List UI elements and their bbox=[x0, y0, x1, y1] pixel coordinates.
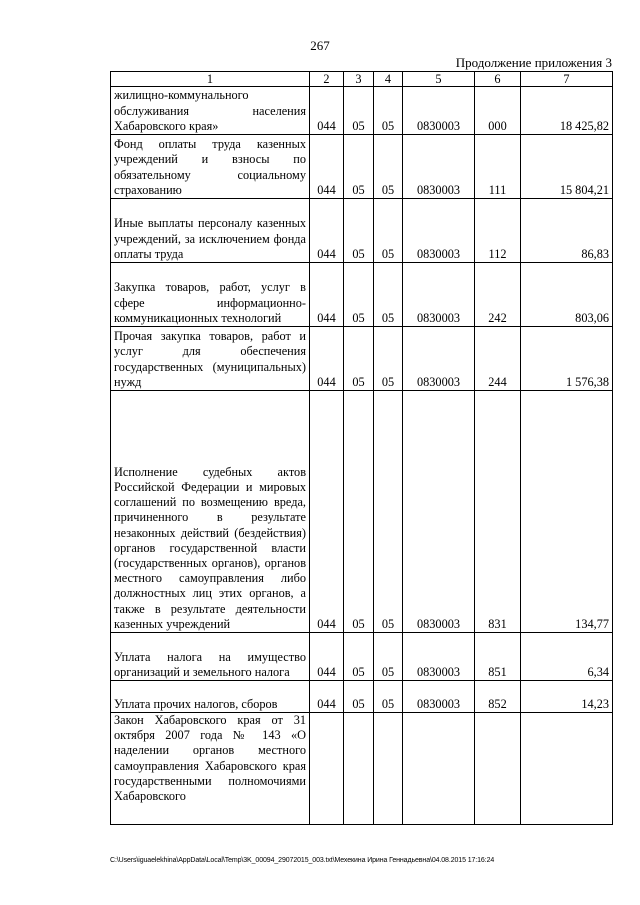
file-path-footer: C:\Users\iguaelekhina\AppData\Local\Temp\3K_00094_29072015_003.txt\Мехекина Ирина Геннадьевна\04.08.2015 17:16:24 bbox=[110, 857, 495, 864]
cell-col6: 831 bbox=[475, 391, 521, 633]
cell-col2: 044 bbox=[310, 391, 344, 633]
row-description: Закон Хабаровского края от 31 октября 2007 года № 143 «О наделении органов местного самоуправления Хабаровского края государственными полномочиями Хабаровского bbox=[111, 713, 310, 825]
cell-col6: 000 bbox=[475, 87, 521, 135]
table-row bbox=[111, 135, 613, 199]
row-description: Уплата прочих налогов, сборов bbox=[111, 681, 310, 713]
column-header: 1 bbox=[111, 72, 310, 87]
cell-col5: 0830003 bbox=[403, 263, 475, 327]
column-header: 2 bbox=[310, 72, 344, 87]
cell-col5 bbox=[403, 713, 475, 825]
cell-col4: 05 bbox=[374, 87, 403, 135]
page-number: 267 bbox=[310, 38, 330, 53]
table-row bbox=[111, 199, 613, 263]
cell-col4: 05 bbox=[374, 681, 403, 713]
table-row bbox=[111, 391, 613, 633]
cell-col4: 05 bbox=[374, 135, 403, 199]
cell-col3: 05 bbox=[344, 633, 374, 681]
row-description: Фонд оплаты труда казенных учреждений и взносы по обязательному социальному страхованию bbox=[111, 135, 310, 199]
cell-col5: 0830003 bbox=[403, 633, 475, 681]
row-description: жилищно-коммунального обслуживания населения Хабаровского края» bbox=[111, 87, 310, 135]
cell-col3: 05 bbox=[344, 681, 374, 713]
cell-col5: 0830003 bbox=[403, 87, 475, 135]
cell-col4: 05 bbox=[374, 199, 403, 263]
cell-col2: 044 bbox=[310, 681, 344, 713]
cell-amount: 18 425,82 bbox=[521, 87, 613, 135]
cell-amount: 1 576,38 bbox=[521, 327, 613, 391]
cell-amount: 134,77 bbox=[521, 391, 613, 633]
cell-amount: 14,23 bbox=[521, 681, 613, 713]
cell-col3: 05 bbox=[344, 135, 374, 199]
cell-col5: 0830003 bbox=[403, 391, 475, 633]
row-description: Иные выплаты персоналу казенных учреждений, за исключением фонда оплаты труда bbox=[111, 199, 310, 263]
cell-amount: 86,83 bbox=[521, 199, 613, 263]
cell-col2: 044 bbox=[310, 199, 344, 263]
cell-col5: 0830003 bbox=[403, 327, 475, 391]
row-description: Исполнение судебных актов Российской Федерации и мировых соглашений по возмещению вреда, причиненного в результате незаконных действий (бездействия) органов государственной власти (государственных органов), органов местного самоуправления либо должностных лиц этих органов, а также в результате деятельности казенных учреждений bbox=[111, 391, 310, 633]
table-row bbox=[111, 633, 613, 681]
cell-col2: 044 bbox=[310, 327, 344, 391]
cell-col5: 0830003 bbox=[403, 135, 475, 199]
cell-col3: 05 bbox=[344, 263, 374, 327]
cell-amount bbox=[521, 713, 613, 825]
table-row bbox=[111, 87, 613, 135]
table-row bbox=[111, 713, 613, 825]
cell-col5: 0830003 bbox=[403, 199, 475, 263]
column-header: 5 bbox=[403, 72, 475, 87]
cell-col3 bbox=[344, 713, 374, 825]
appendix-table bbox=[110, 71, 613, 825]
cell-col5: 0830003 bbox=[403, 681, 475, 713]
cell-col6: 242 bbox=[475, 263, 521, 327]
table-header-row bbox=[111, 72, 613, 87]
cell-col2: 044 bbox=[310, 135, 344, 199]
cell-amount: 15 804,21 bbox=[521, 135, 613, 199]
cell-col3: 05 bbox=[344, 87, 374, 135]
row-description: Прочая закупка товаров, работ и услуг для обеспечения государственных (муниципальных) нужд bbox=[111, 327, 310, 391]
cell-col3: 05 bbox=[344, 199, 374, 263]
row-description: Уплата налога на имущество организаций и земельного налога bbox=[111, 633, 310, 681]
table-row bbox=[111, 263, 613, 327]
cell-col4: 05 bbox=[374, 633, 403, 681]
cell-col4 bbox=[374, 713, 403, 825]
row-description: Закупка товаров, работ, услуг в сфере информационно-коммуникационных технологий bbox=[111, 263, 310, 327]
cell-col2: 044 bbox=[310, 263, 344, 327]
continuation-note: Продолжение приложения 3 bbox=[455, 55, 612, 70]
cell-col4: 05 bbox=[374, 391, 403, 633]
cell-col6: 111 bbox=[475, 135, 521, 199]
cell-col6: 852 bbox=[475, 681, 521, 713]
cell-col4: 05 bbox=[374, 263, 403, 327]
cell-col2 bbox=[310, 713, 344, 825]
cell-amount: 6,34 bbox=[521, 633, 613, 681]
column-header: 3 bbox=[344, 72, 374, 87]
cell-col3: 05 bbox=[344, 391, 374, 633]
cell-col6: 851 bbox=[475, 633, 521, 681]
table-row bbox=[111, 681, 613, 713]
cell-col2: 044 bbox=[310, 87, 344, 135]
cell-col6: 112 bbox=[475, 199, 521, 263]
cell-amount: 803,06 bbox=[521, 263, 613, 327]
cell-col4: 05 bbox=[374, 327, 403, 391]
table-row bbox=[111, 327, 613, 391]
column-header: 4 bbox=[374, 72, 403, 87]
cell-col3: 05 bbox=[344, 327, 374, 391]
column-header: 7 bbox=[521, 72, 613, 87]
cell-col6: 244 bbox=[475, 327, 521, 391]
cell-col6 bbox=[475, 713, 521, 825]
cell-col2: 044 bbox=[310, 633, 344, 681]
column-header: 6 bbox=[475, 72, 521, 87]
